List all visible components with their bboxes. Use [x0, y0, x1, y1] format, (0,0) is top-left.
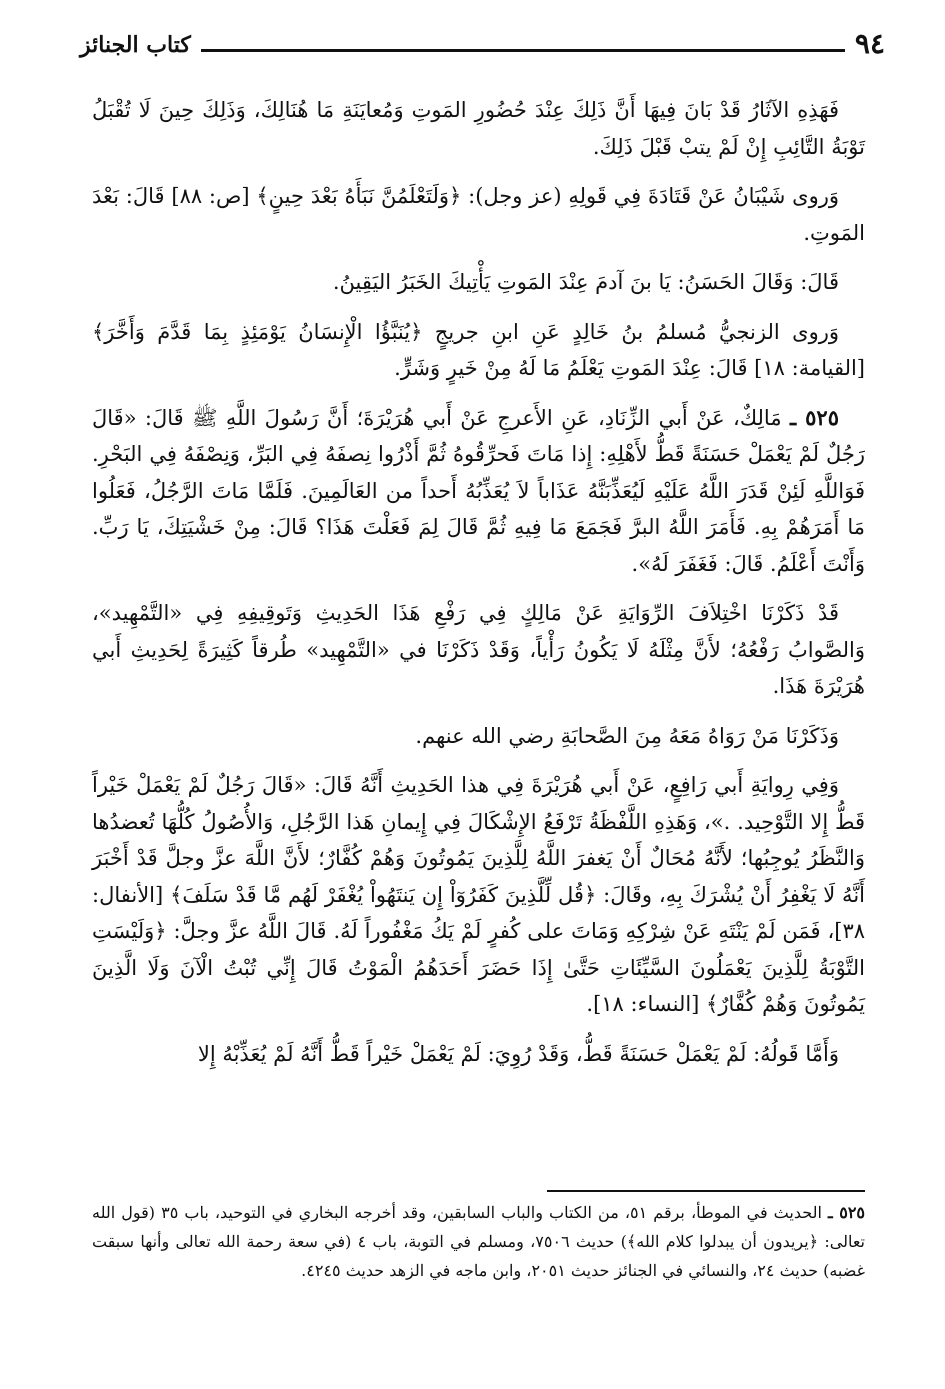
footnote-text: الحديث في الموطأ، برقم ٥١، من الكتاب والباب السابقين، وقد أخرجه البخاري في التوحيد، باب ٣٥ (قول الله تعالى: ﴿يريدون أن يبدلوا كلام الله﴾) حديث ٧٥٠٦، ومسلم في التوبة، باب ٤ (في سعة رحمة الله تعالى وأنها سبقت غضبه) حديث ٢٤، والنسائي في الجنائز حديث ٢٠٥١، وابن ماجه في الزهد حديث ٤٢٤٥. — [92, 1203, 865, 1280]
footnote-number: ٥٢٥ ـ — [827, 1203, 865, 1222]
paragraph-6: قَدْ ذَكَرْنَا اخْتِلاَفَ الرِّوَايَةِ عَنْ مَالِكٍ فِي رَفْعِ هَذَا الحَدِيثِ وَتَوقِيفِهِ فِي «التَّمْهِيد»، وَالصَّوابُ رَفْعُهُ؛ لأَنَّ مِثْلَهُ لَا يَكُونُ رَأْياً، وَقَدْ ذَكَرْنَا في «التَّمْهِيد» طُرقاً كَثِيرَةً لِحَدِيثِ أَبي هُرَيْرَةَ هَذَا. — [92, 601, 865, 698]
header-rule — [201, 49, 845, 52]
paragraph-8: وَفِي رِوايَةِ أَبي رَافِعٍ، عَنْ أَبي هُرَيْرَةَ فِي هذا الحَدِيثِ أَنَّهُ قَالَ: «قَالَ رَجُلٌ لَمْ يَعْمَلْ خَيْراً قَطُّ إِلا التَّوْحِيد. .»، وَهَذِهِ اللَّفْظَةُ تَرْفَعُ الإِشْكَالَ فِي إِيمانِ هَذا الرَّجُلِ، وَالأُصُولُ كُلُّهَا تُعضدُها وَالنَّظَرُ يُوجِبُها؛ لأَنَّهُ مُحَالٌ أَنْ يَغفرَ اللَّهُ لِلَّذِينَ يَمُوتُونَ وَهُمْ كُفَّارٌ؛ لأَنَّ اللَّهَ عزَّ وجلَّ قَدْ أَخْبَرَ أَنَّهُ لَا يَغْفِرُ أَنْ يُشْرَكَ بِهِ، وقَالَ: ﴿قُل لِّلَّذِينَ كَفَرُوٓاْ إِن يَنتَهُواْ يُغْفَرْ لَهُم مَّا قَدْ سَلَفَ﴾ [الأنفال: ٣٨]، فَمَن لَمْ يَنْتَهِ عَنْ شِرْكِهِ وَمَاتَ على كُفرٍ لَمْ يَكُ مَغْفُوراً لَهُ. قَالَ اللَّهُ عزَّ وجلَّ: ﴿وَلَيْسَتِ التَّوْبَةُ لِلَّذِينَ يَعْمَلُونَ السَّيِّئَاتِ حَتَّىٰ إِذَا حَضَرَ أَحَدَهُمُ الْمَوْتُ قَالَ إِنِّي تُبْتُ الْآنَ وَلَا الَّذِينَ يَمُوتُونَ وَهُمْ كُفَّارٌ﴾ [النساء: ١٨]. — [92, 773, 865, 1016]
paragraph-9: وَأَمَّا قَولُهُ: لَمْ يَعْمَلْ حَسَنَةً قَطُّ، وَقَدْ رُوِيَ: لَمْ يَعْمَلْ خَيْراً قَطُّ أَنَّهُ لَمْ يُعَذِّبْهُ إِلا — [197, 1041, 839, 1066]
page-number: ٩٤ — [854, 27, 885, 60]
hadith-text: مَالِكٌ، عَنْ أَبي الزِّنَادِ، عَنِ الأَعرجِ عَنْ أَبي هُرَيْرَةَ؛ أَنَّ رَسُولَ اللَّهِ ﷺ قَالَ: «قَالَ رَجُلٌ لَمْ يَعْمَلْ حَسَنَةً قَطُّ لأَهْلِهِ: إِذا مَاتَ فَحرِّقُوهُ ثُمَّ أَذْرُوا نِصفَهُ فِي البَرِّ، وَنِصْفَهُ فِي البَحْرِ. فَوَاللَّهِ لَئِنْ قَدَرَ اللَّهُ عَلَيْهِ لَيُعَذِّبَنَّهُ عَذَاباً لاَ يُعَذِّبُهُ أَحداً من العَالَمِينَ. فَلَمَّا مَاتَ الرَّجُلُ، فَعَلُوا مَا أَمَرَهُمْ بِهِ. فَأَمَرَ اللَّهُ البرَّ فَجَمَعَ مَا فِيهِ ثُمَّ قَالَ لِمَ فَعَلْتَ هَذَا؟ قَالَ: مِنْ خَشْيَتِكَ، يَا رَبِّ. وَأَنْتَ أَعْلَمُ. قَالَ: فَغَفَرَ لَهُ». — [92, 405, 865, 576]
main-text — [92, 92, 865, 1085]
paragraph-7: وَذَكَرْنَا مَنْ رَوَاهُ مَعَهُ مِنَ الصَّحابَةِ رضي الله عنهم. — [415, 723, 839, 748]
paragraph-3: قَالَ: وَقَالَ الحَسَنُ: يَا بنَ آدمَ عِنْدَ المَوتِ يَأْتِيكَ الخَبَرُ اليَقِينُ. — [332, 270, 839, 294]
page-header — [80, 22, 885, 62]
footnote-525 — [92, 1198, 865, 1285]
hadith-525 — [92, 400, 865, 583]
paragraph-2: وَروى شَيْبَانُ عَنْ قَتَادَةَ فِي قَولِهِ (عز وجل): ﴿وَلَتَعْلَمُنَّ نَبَأَهُ بَعْدَ حِينٍ﴾ [ص: ٨٨] قَالَ: بَعْدَ المَوتِ. — [92, 184, 865, 245]
footnote — [92, 1198, 865, 1285]
footnote-separator — [547, 1190, 865, 1192]
hadith-number: ٥٢٥ ـ — [789, 404, 839, 430]
running-title: كتاب الجنائز — [80, 32, 191, 58]
paragraph-1: فَهَذِهِ الآثَارُ قَدْ بَانَ فِيهَا أَنَّ ذَلِكَ عِنْدَ حُضُورِ المَوتِ وَمُعايَنَةِ مَا هُنَالِكَ، وَذَلِكَ حِينَ لَا تُقْبَلُ تَوْبَةُ التَّائِبِ إِنْ لَمْ يتبْ قَبْلَ ذَلِكَ. — [92, 98, 865, 159]
paragraph-4: وَروى الزنجيُّ مُسلمُ بنُ خَالِدٍ عَنِ ابنِ جريجٍ ﴿يُنَبَّؤُا الْإِنسَانُ يَوْمَئِذٍ بِمَا قَدَّمَ وَأَخَّرَ﴾ [القيامة: ١٨] قَالَ: عِنْدَ المَوتِ يَعْلَمُ مَا لَهُ مِنْ خَيرٍ وَشَرٍّ. — [92, 319, 865, 380]
